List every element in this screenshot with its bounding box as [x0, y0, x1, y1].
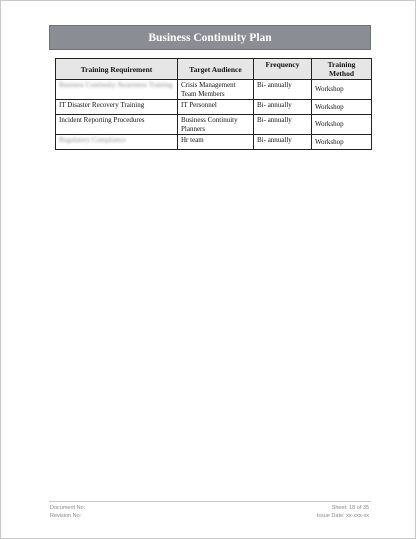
- table-row: [56, 80, 372, 100]
- document-no-label: Document No:: [50, 505, 86, 511]
- cell-method: Workshop: [312, 100, 372, 115]
- footer-left: [50, 504, 85, 520]
- footer-right: [317, 504, 369, 520]
- cell-method: Workshop: [312, 115, 372, 135]
- cell-requirement: Incident Reporting Procedures: [56, 115, 178, 135]
- training-table: [55, 58, 372, 150]
- cell-audience: IT Personnel: [178, 100, 254, 115]
- table-row: [56, 115, 372, 135]
- table-header-row: [56, 59, 372, 80]
- cell-requirement: Business Continuity Awareness Training: [56, 80, 178, 100]
- page-title: Business Continuity Plan: [49, 25, 371, 50]
- header-frequency: Frequency: [254, 59, 312, 80]
- issue-date: Issue Date: xx-xxx-xx: [316, 513, 369, 519]
- cell-requirement: Regulatory Compliance: [56, 135, 178, 150]
- cell-frequency: Bi- annually: [254, 115, 312, 135]
- revision-no-label: Revision No:: [50, 513, 82, 519]
- table-row: [56, 100, 372, 115]
- cell-audience: Hr team: [178, 135, 254, 150]
- cell-audience: Crisis Management Team Members: [178, 80, 254, 100]
- header-training-method: Training Method: [312, 59, 372, 80]
- cell-audience: Business Continuity Planners: [178, 115, 254, 135]
- cell-frequency: Bi- annually: [254, 100, 312, 115]
- cell-frequency: Bi- annually: [254, 80, 312, 100]
- sheet-number: Sheet: 18 of 35: [331, 505, 369, 511]
- table-row: [56, 135, 372, 150]
- cell-requirement: IT Disaster Recovery Training: [56, 100, 178, 115]
- header-training-requirement: Training Requirement: [56, 59, 178, 80]
- cell-method: Workshop: [312, 80, 372, 100]
- cell-method: Workshop: [312, 135, 372, 150]
- footer-divider: [49, 501, 371, 502]
- cell-frequency: Bi- annually: [254, 135, 312, 150]
- header-target-audience: Target Audience: [178, 59, 254, 80]
